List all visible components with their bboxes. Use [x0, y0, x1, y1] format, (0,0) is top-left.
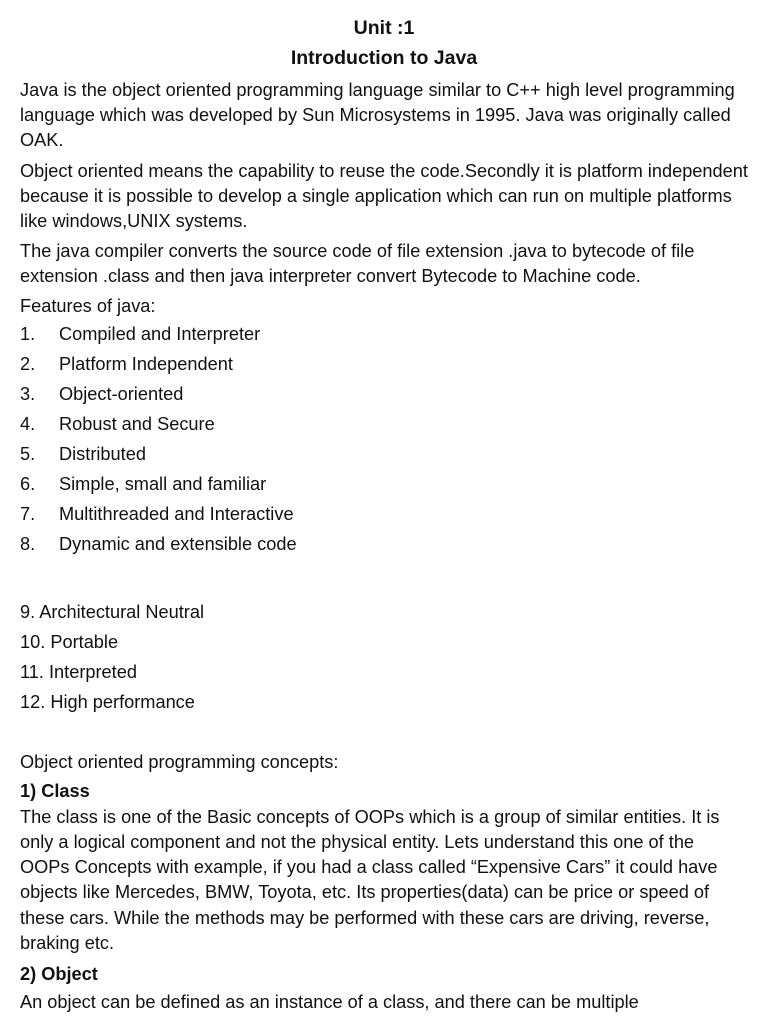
list-item: 10. Portable [20, 631, 119, 652]
features-list [20, 319, 748, 559]
object-paragraph: An object can be defined as an instance of a class, and there can be multiple [20, 992, 639, 1013]
list-item-text: Object-oriented [59, 383, 184, 404]
list-item-text: Compiled and Interpreter [59, 323, 261, 344]
concepts-heading: Object oriented programming concepts: [20, 751, 339, 772]
list-item-number: 8. [20, 533, 36, 554]
list-item-number: 7. [20, 503, 36, 524]
list-item-text: Simple, small and familiar [59, 473, 267, 494]
list-item-text: Multithreaded and Interactive [59, 503, 294, 524]
list-item [20, 379, 748, 409]
list-item-number: 2. [20, 353, 36, 374]
list-item-text: Robust and Secure [59, 413, 215, 434]
list-item [20, 409, 748, 439]
document-page [20, 0, 748, 1015]
page-title: Introduction to Java [290, 47, 478, 69]
list-item [20, 319, 748, 349]
list-item-number: 5. [20, 443, 36, 464]
list-item-number: 3. [20, 383, 36, 404]
class-heading: 1) Class [20, 780, 90, 801]
features-list-continued [20, 597, 748, 717]
list-item: 12. High performance [20, 691, 195, 712]
intro-paragraph-3: The java compiler converts the source code of file extension .java to bytecode of file extension .class and then java interpreter convert Bytecode to Machine code. [20, 241, 695, 287]
class-paragraph: The class is one of the Basic concepts of OOPs which is a group of similar entities. It is only a logical component and not the physical entity. Lets understand this one of the OOPs Concepts with example, if you had a class called “Expensive Cars” it could have objects like Mercedes, BMW, Toyota, etc. Its properties(data) can be price or speed of these cars. While the methods may be performed with these cars are driving, reverse, braking etc. [20, 806, 720, 953]
list-item [20, 439, 748, 469]
features-heading: Features of java: [20, 295, 156, 316]
list-item [20, 529, 748, 559]
intro-paragraph-2: Object oriented means the capability to reuse the code.Secondly it is platform independent because it is possible to develop a single application which can run on multiple platforms like windows,UNIX systems. [20, 160, 748, 232]
list-item-number: 4. [20, 413, 36, 434]
list-item: 11. Interpreted [20, 661, 137, 682]
list-item [20, 499, 748, 529]
list-item-text: Dynamic and extensible code [59, 533, 297, 554]
list-item-number: 6. [20, 473, 36, 494]
list-item: 9. Architectural Neutral [20, 601, 204, 622]
intro-paragraph-1: Java is the object oriented programming language similar to C++ high level programming language which was developed by Sun Microsystems in 1995. Java was originally called OAK. [20, 80, 735, 151]
list-item [20, 349, 748, 379]
list-item-text: Distributed [59, 443, 146, 464]
unit-heading: Unit :1 [353, 17, 415, 39]
list-item-number: 1. [20, 323, 36, 344]
list-item-text: Platform Independent [59, 353, 233, 374]
object-heading: 2) Object [20, 964, 98, 985]
list-item [20, 469, 748, 499]
